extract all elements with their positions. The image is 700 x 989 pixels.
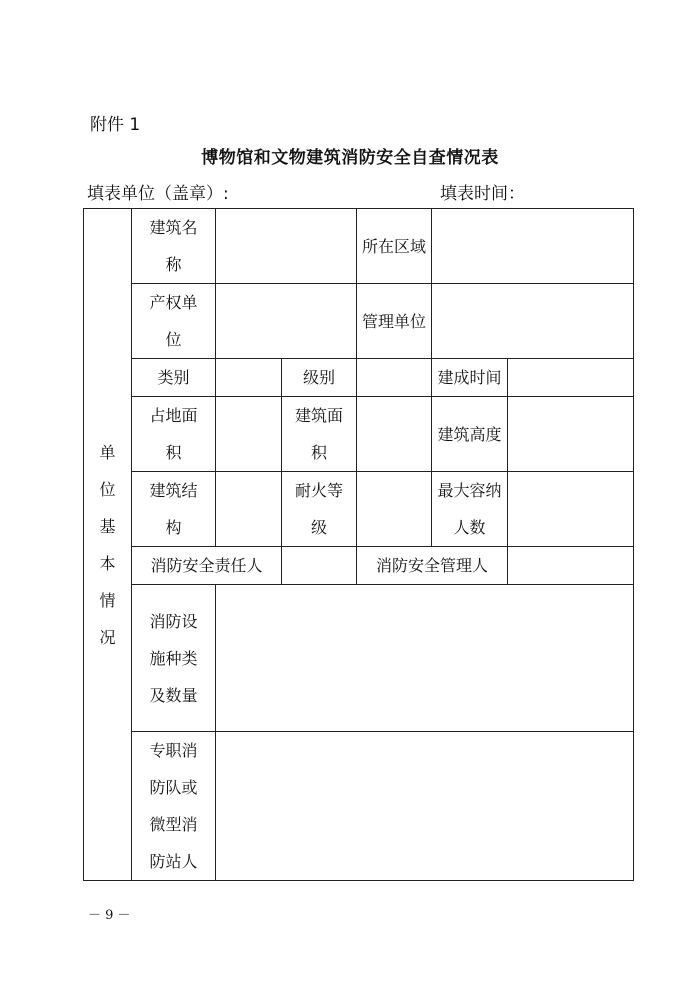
fire-resistance-value[interactable] [357,472,432,547]
completion-time-value[interactable] [508,359,634,397]
land-area-label: 占地面积 [132,397,216,472]
land-area-value[interactable] [216,397,282,472]
fire-safety-manager-label: 消防安全管理人 [357,547,508,585]
completion-time-label: 建成时间 [432,359,508,397]
annex-label: 附件 1 [90,115,141,135]
section-label-cell [84,209,132,881]
grade-value[interactable] [357,359,432,397]
fire-brigade-value[interactable] [216,732,634,881]
building-height-value[interactable] [508,397,634,472]
fill-time-label: 填表时间： [440,184,525,204]
fire-safety-responsible-value[interactable] [282,547,357,585]
property-unit-value[interactable] [216,284,357,359]
category-value[interactable] [216,359,282,397]
building-height-label: 建筑高度 [432,397,508,472]
building-structure-value[interactable] [216,472,282,547]
page-number: － 9 － [88,908,131,923]
fire-resistance-label: 耐火等级 [282,472,357,547]
management-unit-label: 管理单位 [357,284,432,359]
building-structure-label: 建筑结构 [132,472,216,547]
section-label: 单位基本情况 [99,442,116,647]
fire-brigade-label: 专职消防队或微型消防站人 [132,732,216,881]
max-capacity-label: 最大容纳人数 [432,472,508,547]
max-capacity-value[interactable] [508,472,634,547]
fire-safety-responsible-label: 消防安全责任人 [132,547,282,585]
property-unit-label: 产权单位 [132,284,216,359]
fire-safety-manager-value[interactable] [508,547,634,585]
form-title: 博物馆和文物建筑消防安全自查情况表 [201,148,499,168]
building-name-value[interactable] [216,209,357,284]
fire-facilities-value[interactable] [216,585,634,732]
self-check-form-table [83,208,634,881]
location-area-label: 所在区域 [357,209,432,284]
management-unit-value[interactable] [432,284,634,359]
fire-facilities-label: 消防设施种类及数量 [132,585,216,732]
location-area-value[interactable] [432,209,634,284]
category-label: 类别 [132,359,216,397]
grade-label: 级别 [282,359,357,397]
fill-unit-label: 填表单位（盖章）: [87,184,229,204]
building-area-label: 建筑面积 [282,397,357,472]
building-area-value[interactable] [357,397,432,472]
building-name-label: 建筑名称 [132,209,216,284]
